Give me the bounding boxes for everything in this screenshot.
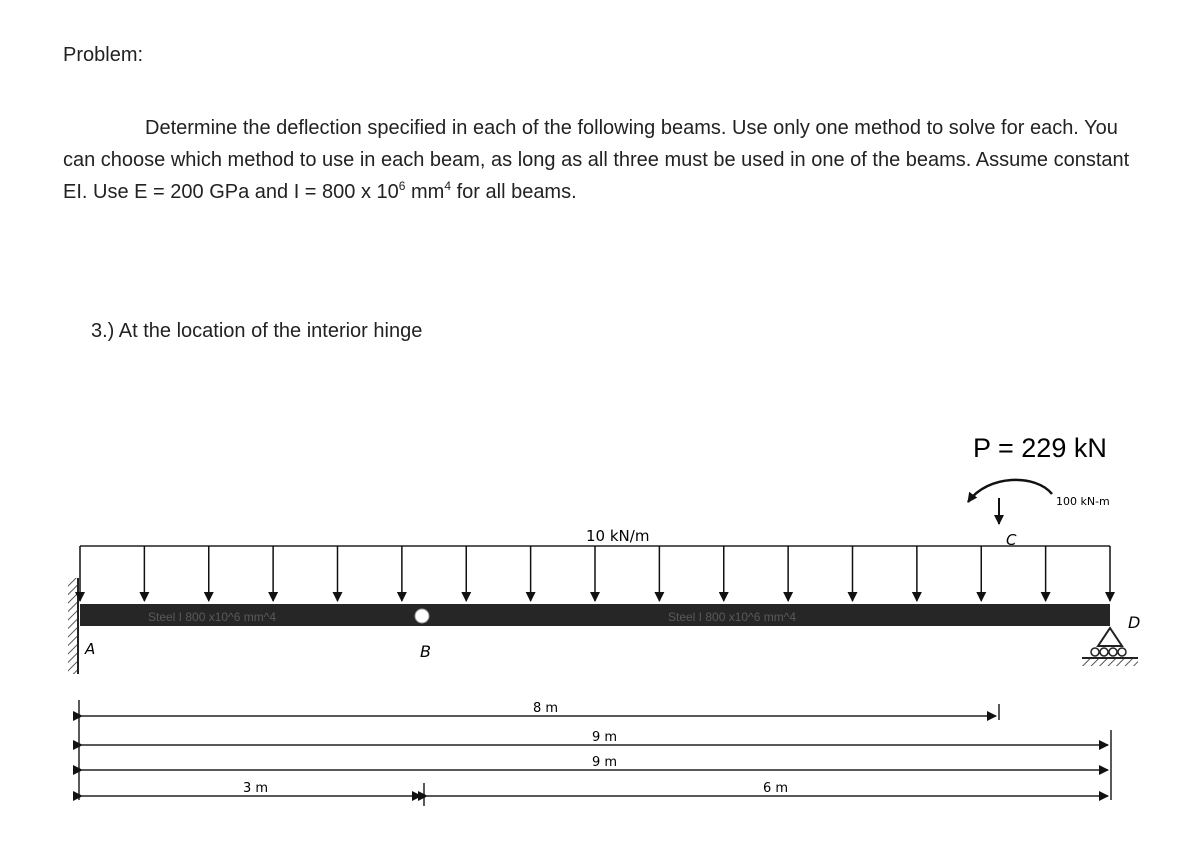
distributed-load-arrows	[80, 546, 1110, 601]
point-load-label: P = 229 kN	[973, 433, 1107, 463]
exponent-6: 6	[398, 179, 406, 193]
dimension-label-3m: 3 m	[243, 781, 269, 796]
roller-support	[1082, 628, 1138, 666]
dimension-label-8m: 8 m	[533, 701, 559, 716]
dimension-label-9m-lower: 9 m	[592, 755, 618, 770]
fixed-support-wall	[68, 578, 78, 674]
statement-text: Determine the deflection specified in each of the following beams. Use only one method to solve for each. You can choose which method to use in each beam, as long as all three must be used in one of the beams. Assume constant EI. Use E = 200 GPa and I = 800 x 10	[63, 117, 1130, 203]
moment-arrow	[968, 480, 1052, 502]
statement-unit: mm	[405, 181, 445, 203]
moment-label: 100 kN-m	[1056, 495, 1110, 508]
exponent-4: 4	[444, 179, 452, 193]
distributed-load-label: 10 kN/m	[586, 527, 650, 545]
interior-hinge	[415, 609, 429, 623]
beam-label-right: Steel I 800 x10^6 mm^4	[668, 610, 796, 624]
point-label-c: C	[1006, 531, 1017, 549]
point-label-a: A	[85, 640, 96, 658]
dimension-label-9m-upper: 9 m	[592, 730, 618, 745]
problem-heading: Problem:	[63, 44, 144, 66]
dimension-label-6m: 6 m	[763, 781, 789, 796]
beam-label-left: Steel I 800 x10^6 mm^4	[148, 610, 276, 624]
point-label-d: D	[1128, 613, 1141, 632]
sub-question: 3.) At the location of the interior hinge	[91, 320, 423, 342]
statement-end: for all beams.	[451, 181, 577, 203]
point-label-b: B	[420, 642, 431, 661]
